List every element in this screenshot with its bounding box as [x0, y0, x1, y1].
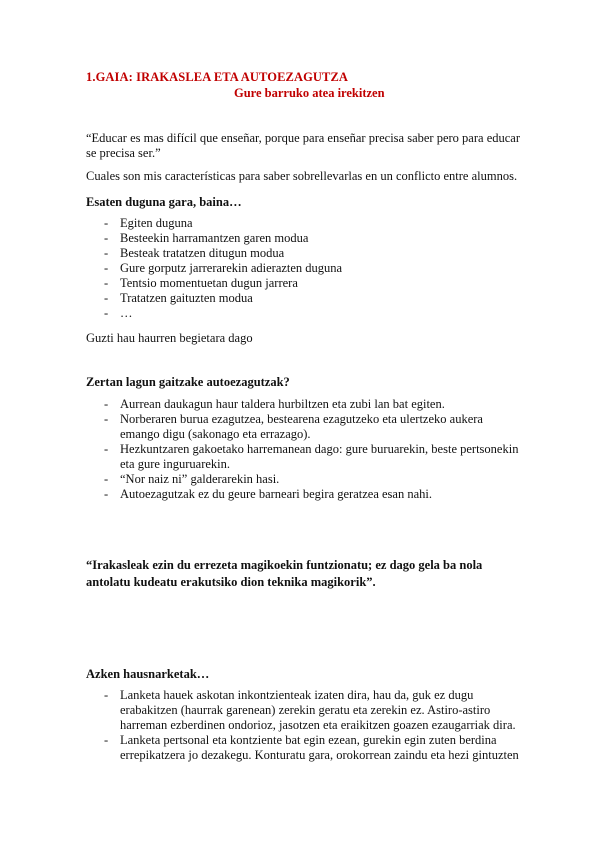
- section2-heading: Zertan lagun gaitzake autoezagutzak?: [86, 375, 290, 389]
- list-item-line: …: [120, 306, 133, 320]
- list-item-line: Norberaren burua ezagutzea, bestearena ezagutzeko eta ulertzeko aukera: [120, 412, 483, 426]
- dash-bullet: -: [104, 216, 109, 230]
- dash-bullet: -: [104, 276, 109, 290]
- list-item-line: Tratatzen gaituzten modua: [120, 291, 253, 305]
- list-item: [86, 472, 516, 487]
- closing-quote-line-2: antolatu kudeatu erakutsiko dion teknika magikorik”.: [86, 575, 376, 589]
- list-item-line: Lanketa pertsonal eta kontziente bat egin ezean, gurekin egin zuten berdina: [120, 733, 497, 747]
- list-item-line: Autoezagutzak ez du geure barneari begira geratzea esan nahi.: [120, 487, 432, 501]
- list-item-line: Hezkuntzaren gakoetako harremanean dago: gure buruarekin, beste pertsonekin: [120, 442, 519, 456]
- document-title: 1.GAIA: IRAKASLEA ETA AUTOEZAGUTZA: [86, 70, 349, 84]
- dash-bullet: -: [104, 688, 109, 702]
- list-item: [86, 487, 516, 502]
- list-item-line: Besteak tratatzen ditugun modua: [120, 246, 285, 260]
- list-item: [86, 261, 516, 276]
- dash-bullet: -: [104, 231, 109, 245]
- list-item-line: erabakitzen (haurrak garenean) zerekin geratu eta zerekin ez. Astiro-astiro: [120, 703, 491, 717]
- list-item-line: “Nor naiz ni” galderarekin hasi.: [120, 472, 280, 486]
- dash-bullet: -: [104, 733, 109, 747]
- list-item: [86, 397, 516, 412]
- list-item-line: eta gure inguruarekin.: [120, 457, 231, 471]
- list-item: [86, 231, 516, 246]
- list-item-line: Tentsio momentuetan dugun jarrera: [120, 276, 298, 290]
- list-item-line: Gure gorputz jarrerarekin adierazten duguna: [120, 261, 343, 275]
- section1-list: [86, 216, 516, 321]
- list-item-line: Besteekin harramantzen garen modua: [120, 231, 309, 245]
- dash-bullet: -: [104, 261, 109, 275]
- closing-quote: [86, 557, 486, 591]
- section1-footer: Guzti hau haurren begietara dago: [86, 331, 253, 345]
- list-item-line: errepikatzera jo dezakegu. Konturatu gara, orokorrean zaindu eta hezi gintuzten: [120, 748, 519, 762]
- list-item: [86, 412, 516, 442]
- list-item-line: harreman ezberdinen ondorioz, jasotzen eta eraikitzen goazen ezaugarriak dira.: [120, 718, 516, 732]
- dash-bullet: -: [104, 397, 109, 411]
- list-item-line: Egiten duguna: [120, 216, 193, 230]
- dash-bullet: -: [104, 442, 109, 456]
- list-item: [86, 442, 519, 472]
- section1-heading: Esaten duguna gara, baina…: [86, 195, 242, 209]
- list-item: [86, 291, 516, 306]
- section3-list: [86, 688, 519, 763]
- opening-quote-line-1: “Educar es mas difícil que enseñar, porque para enseñar precisa saber pero para educar: [86, 131, 520, 145]
- document-subtitle: Gure barruko atea irekitzen: [234, 86, 385, 100]
- dash-bullet: -: [104, 291, 109, 305]
- question-paragraph: Cuales son mis características para saber sobrellevarlas en un conflicto entre alumnos.: [86, 169, 518, 183]
- list-item-line: Lanketa hauek askotan inkontzienteak izaten dira, hau da, guk ez dugu: [120, 688, 474, 702]
- section2-list: [86, 397, 519, 502]
- dash-bullet: -: [104, 412, 109, 426]
- opening-quote-line-2: se precisa ser.”: [86, 146, 161, 160]
- list-item: [86, 246, 516, 261]
- dash-bullet: -: [104, 487, 109, 501]
- dash-bullet: -: [104, 246, 109, 260]
- closing-quote-line-1: “Irakasleak ezin du errezeta magikoekin funtzionatu; ez dago gela ba nola: [86, 558, 483, 572]
- list-item: [86, 688, 516, 733]
- section3-heading: Azken hausnarketak…: [86, 667, 210, 681]
- list-item-line: emango digu (sakonago eta errazago).: [120, 427, 311, 441]
- list-item: [86, 306, 516, 321]
- dash-bullet: -: [104, 306, 109, 320]
- list-item-line: Aurrean daukagun haur taldera hurbiltzen eta zubi lan bat egiten.: [120, 397, 445, 411]
- list-item: [86, 216, 516, 231]
- list-item: [86, 733, 519, 763]
- opening-quote: [86, 131, 520, 161]
- list-item: [86, 276, 516, 291]
- dash-bullet: -: [104, 472, 109, 486]
